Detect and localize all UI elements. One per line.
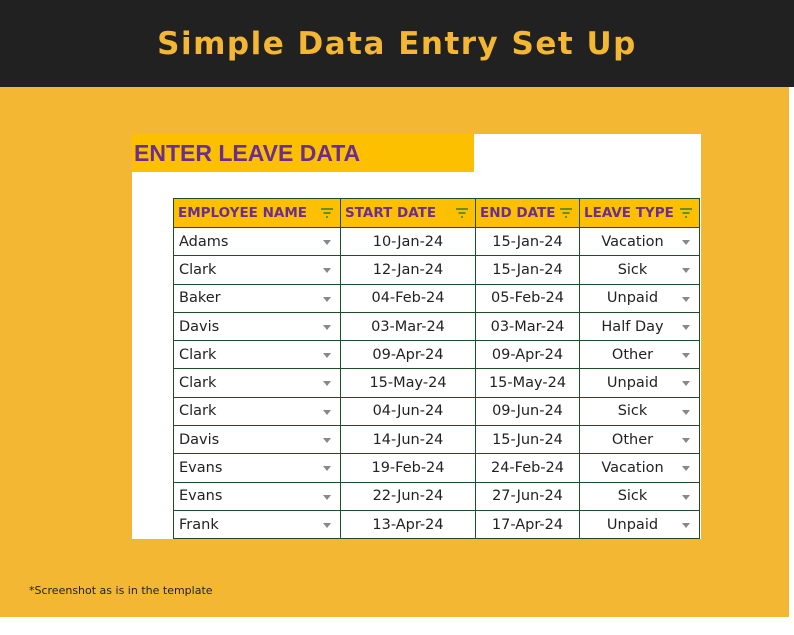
dropdown-caret-icon[interactable] bbox=[323, 325, 331, 330]
employee-name: Evans bbox=[179, 488, 223, 505]
leave-type-cell[interactable] bbox=[580, 312, 700, 340]
table-row bbox=[174, 284, 700, 312]
end-date-cell[interactable]: 09-Apr-24 bbox=[476, 341, 580, 369]
leave-type-cell[interactable] bbox=[580, 482, 700, 510]
header-start-date bbox=[341, 199, 476, 228]
table-row bbox=[174, 454, 700, 482]
sheet-title: ENTER LEAVE DATA bbox=[134, 139, 361, 166]
employee-name-cell[interactable] bbox=[174, 397, 341, 425]
right-border-strip bbox=[789, 87, 794, 635]
start-date-cell[interactable]: 22-Jun-24 bbox=[341, 482, 476, 510]
start-date-cell[interactable]: 03-Mar-24 bbox=[341, 312, 476, 340]
end-date-cell[interactable]: 24-Feb-24 bbox=[476, 454, 580, 482]
table-row bbox=[174, 256, 700, 284]
employee-name-cell[interactable] bbox=[174, 426, 341, 454]
end-date-cell[interactable]: 15-Jan-24 bbox=[476, 256, 580, 284]
header-row bbox=[174, 199, 700, 228]
footnote: *Screenshot as is in the template bbox=[29, 584, 213, 597]
table-row bbox=[174, 397, 700, 425]
leave-type: Unpaid bbox=[606, 516, 659, 533]
header-leave-type bbox=[580, 199, 700, 228]
dropdown-caret-icon[interactable] bbox=[323, 410, 331, 415]
start-date-cell[interactable]: 19-Feb-24 bbox=[341, 454, 476, 482]
end-date-cell[interactable]: 17-Apr-24 bbox=[476, 510, 580, 538]
dropdown-caret-icon[interactable] bbox=[323, 268, 331, 273]
header-label: END DATE bbox=[480, 205, 556, 221]
leave-type: Other bbox=[611, 346, 654, 363]
leave-type-cell[interactable] bbox=[580, 256, 700, 284]
leave-type-cell[interactable] bbox=[580, 510, 700, 538]
dropdown-caret-icon[interactable] bbox=[323, 495, 331, 500]
dropdown-caret-icon[interactable] bbox=[682, 325, 690, 330]
table-row bbox=[174, 426, 700, 454]
employee-name: Frank bbox=[179, 516, 219, 533]
start-date-cell[interactable]: 14-Jun-24 bbox=[341, 426, 476, 454]
dropdown-caret-icon[interactable] bbox=[682, 495, 690, 500]
leave-type-cell[interactable] bbox=[580, 284, 700, 312]
end-date-cell[interactable]: 09-Jun-24 bbox=[476, 397, 580, 425]
dropdown-caret-icon[interactable] bbox=[323, 297, 331, 302]
table-row bbox=[174, 228, 700, 256]
employee-name: Davis bbox=[179, 318, 220, 335]
employee-name-cell[interactable] bbox=[174, 454, 341, 482]
employee-name-cell[interactable] bbox=[174, 510, 341, 538]
start-date-cell[interactable]: 15-May-24 bbox=[341, 369, 476, 397]
employee-name-cell[interactable] bbox=[174, 482, 341, 510]
table-row bbox=[174, 482, 700, 510]
sheet-title-cell bbox=[132, 134, 474, 172]
bottom-border-strip bbox=[0, 617, 794, 635]
leave-type-cell[interactable] bbox=[580, 397, 700, 425]
filter-icon[interactable] bbox=[455, 207, 469, 219]
dropdown-caret-icon[interactable] bbox=[682, 466, 690, 471]
employee-name-cell[interactable] bbox=[174, 284, 341, 312]
banner bbox=[0, 0, 794, 87]
leave-type-cell[interactable] bbox=[580, 369, 700, 397]
table-row bbox=[174, 341, 700, 369]
employee-name: Evans bbox=[179, 460, 223, 477]
dropdown-caret-icon[interactable] bbox=[682, 438, 690, 443]
table-row bbox=[174, 369, 700, 397]
table-row bbox=[174, 510, 700, 538]
start-date-cell[interactable]: 04-Jun-24 bbox=[341, 397, 476, 425]
start-date-cell[interactable]: 09-Apr-24 bbox=[341, 341, 476, 369]
employee-name-cell[interactable] bbox=[174, 256, 341, 284]
employee-name: Baker bbox=[179, 290, 221, 307]
leave-type-cell[interactable] bbox=[580, 454, 700, 482]
employee-name: Clark bbox=[179, 375, 217, 392]
leave-type: Sick bbox=[617, 261, 648, 278]
employee-name-cell[interactable] bbox=[174, 312, 341, 340]
dropdown-caret-icon[interactable] bbox=[682, 353, 690, 358]
leave-type: Unpaid bbox=[606, 375, 659, 392]
leave-type: Other bbox=[611, 431, 654, 448]
employee-name-cell[interactable] bbox=[174, 369, 341, 397]
leave-type: Unpaid bbox=[606, 290, 659, 307]
dropdown-caret-icon[interactable] bbox=[682, 410, 690, 415]
dropdown-caret-icon[interactable] bbox=[682, 240, 690, 245]
employee-name: Adams bbox=[179, 233, 229, 250]
start-date-cell[interactable]: 12-Jan-24 bbox=[341, 256, 476, 284]
dropdown-caret-icon[interactable] bbox=[682, 268, 690, 273]
employee-name: Clark bbox=[179, 261, 217, 278]
end-date-cell[interactable]: 03-Mar-24 bbox=[476, 312, 580, 340]
leave-type: Half Day bbox=[601, 318, 664, 335]
employee-name: Clark bbox=[179, 346, 217, 363]
leave-type-cell[interactable] bbox=[580, 228, 700, 256]
dropdown-caret-icon[interactable] bbox=[323, 381, 331, 386]
spreadsheet-screenshot bbox=[132, 134, 701, 539]
employee-name: Clark bbox=[179, 403, 217, 420]
header-label: START DATE bbox=[345, 205, 437, 221]
header-employee-name bbox=[174, 199, 341, 228]
leave-data-table bbox=[173, 198, 700, 539]
leave-type: Vacation bbox=[601, 460, 664, 477]
dropdown-caret-icon[interactable] bbox=[323, 523, 331, 528]
leave-type-cell[interactable] bbox=[580, 426, 700, 454]
dropdown-caret-icon[interactable] bbox=[323, 466, 331, 471]
leave-type: Sick bbox=[617, 403, 648, 420]
employee-name: Davis bbox=[179, 431, 220, 448]
start-date-cell[interactable]: 13-Apr-24 bbox=[341, 510, 476, 538]
header-end-date bbox=[476, 199, 580, 228]
start-date-cell[interactable]: 04-Feb-24 bbox=[341, 284, 476, 312]
filter-icon[interactable] bbox=[679, 207, 693, 219]
filter-icon[interactable] bbox=[320, 207, 334, 219]
leave-type: Vacation bbox=[601, 233, 664, 250]
employee-name-cell[interactable] bbox=[174, 228, 341, 256]
start-date-cell[interactable]: 10-Jan-24 bbox=[341, 228, 476, 256]
dropdown-caret-icon[interactable] bbox=[323, 353, 331, 358]
dropdown-caret-icon[interactable] bbox=[323, 438, 331, 443]
leave-type: Sick bbox=[617, 488, 648, 505]
table-row bbox=[174, 312, 700, 340]
header-label: EMPLOYEE NAME bbox=[178, 205, 307, 221]
leave-type-cell[interactable] bbox=[580, 341, 700, 369]
end-date-cell[interactable]: 27-Jun-24 bbox=[476, 482, 580, 510]
dropdown-caret-icon[interactable] bbox=[682, 381, 690, 386]
end-date-cell[interactable]: 15-Jan-24 bbox=[476, 228, 580, 256]
dropdown-caret-icon[interactable] bbox=[682, 523, 690, 528]
banner-title: Simple Data Entry Set Up bbox=[157, 25, 637, 62]
employee-name-cell[interactable] bbox=[174, 341, 341, 369]
end-date-cell[interactable]: 15-May-24 bbox=[476, 369, 580, 397]
dropdown-caret-icon[interactable] bbox=[323, 240, 331, 245]
header-label: LEAVE TYPE bbox=[584, 205, 674, 221]
filter-icon[interactable] bbox=[559, 207, 573, 219]
end-date-cell[interactable]: 05-Feb-24 bbox=[476, 284, 580, 312]
dropdown-caret-icon[interactable] bbox=[682, 297, 690, 302]
end-date-cell[interactable]: 15-Jun-24 bbox=[476, 426, 580, 454]
